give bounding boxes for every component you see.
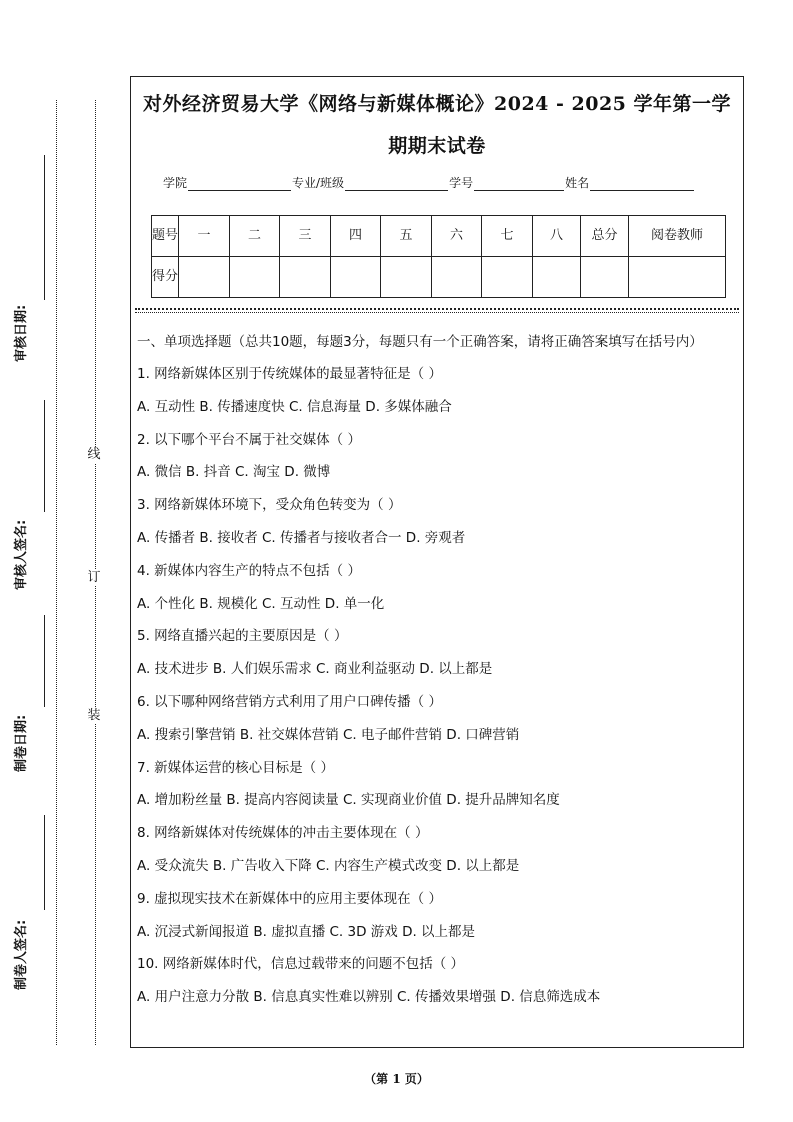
question-text: 10. 网络新媒体时代，信息过载带来的问题不包括（ ）	[137, 956, 465, 973]
major-class-field[interactable]	[345, 178, 448, 191]
score-cell[interactable]	[179, 257, 230, 298]
score-cell[interactable]	[533, 257, 581, 298]
cut-mark-line: 线	[87, 447, 101, 462]
question-text: 2. 以下哪个平台不属于社交媒体（ ）	[137, 431, 361, 448]
score-table	[151, 215, 726, 298]
binding-margin: 审核日期: 审核人签名: 制卷日期: 制卷人签名: 线 订 装	[0, 0, 125, 1122]
score-cell[interactable]	[482, 257, 533, 298]
reviewer-signature-blank	[44, 400, 45, 512]
section-heading: 一、单项选择题（总共10题，每题3分，每题只有一个正确答案，请将正确答案填写在括号内）	[137, 334, 703, 350]
score-header-cell: 六	[432, 216, 482, 257]
reviewer-date-blank	[44, 155, 45, 300]
score-cell[interactable]	[381, 257, 432, 298]
score-header-cell: 五	[381, 216, 432, 257]
page-number: （第 1 页）	[364, 1072, 429, 1086]
divider-line	[135, 312, 739, 313]
score-cell[interactable]	[230, 257, 280, 298]
question-options: A. 增加粉丝量 B. 提高内容阅读量 C. 实现商业价值 D. 提升品牌知名度	[137, 792, 560, 809]
score-cell[interactable]	[629, 257, 726, 298]
exam-title-line2: 期期末试卷	[388, 135, 486, 157]
question-text: 4. 新媒体内容生产的特点不包括（ ）	[137, 562, 361, 579]
score-cell[interactable]	[280, 257, 331, 298]
score-cell[interactable]	[581, 257, 629, 298]
score-cell[interactable]	[331, 257, 381, 298]
question-text: 7. 新媒体运营的核心目标是（ ）	[137, 759, 334, 776]
score-header-cell: 四	[331, 216, 381, 257]
divider-line	[135, 308, 739, 310]
exam-frame	[130, 76, 744, 1048]
question-options: A. 搜索引擎营销 B. 社交媒体营销 C. 电子邮件营销 D. 口碑营销	[137, 726, 520, 743]
score-header-cell: 三	[280, 216, 331, 257]
creator-signature-blank	[44, 815, 45, 910]
question-section	[137, 331, 741, 1014]
question-options: A. 沉浸式新闻报道 B. 虚拟直播 C. 3D 游戏 D. 以上都是	[137, 923, 476, 940]
question-text: 8. 网络新媒体对传统媒体的冲击主要体现在（ ）	[137, 825, 429, 842]
score-row-label: 得分	[152, 257, 179, 298]
score-header-cell: 七	[482, 216, 533, 257]
score-cell[interactable]	[432, 257, 482, 298]
cut-mark-fold: 装	[87, 708, 101, 723]
score-header-cell: 题号	[152, 216, 179, 257]
binding-dotted-line	[56, 100, 57, 1045]
cut-mark-bind: 订	[87, 570, 101, 585]
question-text: 1. 网络新媒体区别于传统媒体的最显著特征是（ ）	[137, 366, 442, 382]
creator-date-blank	[44, 615, 45, 707]
question-options: A. 微信 B. 抖音 C. 淘宝 D. 微博	[137, 464, 331, 481]
name-field[interactable]	[590, 178, 694, 191]
question-options: A. 用户注意力分散 B. 信息真实性难以辨别 C. 传播效果增强 D. 信息筛选成本	[137, 989, 601, 1006]
question-options: A. 技术进步 B. 人们娱乐需求 C. 商业利益驱动 D. 以上都是	[137, 661, 493, 678]
college-field[interactable]	[188, 178, 291, 191]
question-text: 5. 网络直播兴起的主要原因是（ ）	[137, 628, 348, 645]
score-header-cell: 八	[533, 216, 581, 257]
question-options: A. 互动性 B. 传播速度快 C. 信息海量 D. 多媒体融合	[137, 398, 452, 415]
field-label-major: 专业/班级	[292, 176, 345, 190]
score-header-cell: 总分	[581, 216, 629, 257]
score-header-cell: 一	[179, 216, 230, 257]
question-options: A. 受众流失 B. 广告收入下降 C. 内容生产模式改变 D. 以上都是	[137, 857, 520, 874]
question-options: A. 传播者 B. 接收者 C. 传播者与接收者合一 D. 旁观者	[137, 529, 466, 546]
score-table-header-row	[152, 216, 726, 257]
question-options: A. 个性化 B. 规模化 C. 互动性 D. 单一化	[137, 595, 385, 612]
score-header-cell: 阅卷教师	[629, 216, 726, 257]
student-id-field[interactable]	[474, 178, 564, 191]
question-text: 3. 网络新媒体环境下，受众角色转变为（ ）	[137, 497, 402, 514]
question-text: 9. 虚拟现实技术在新媒体中的应用主要体现在（ ）	[137, 890, 442, 907]
student-info-row	[163, 174, 695, 191]
score-header-cell: 二	[230, 216, 280, 257]
exam-title-line1: 对外经济贸易大学《网络与新媒体概论》2024 - 2025 学年第一学	[143, 93, 731, 115]
question-text: 6. 以下哪种网络营销方式利用了用户口碑传播（ ）	[137, 693, 442, 710]
field-label-name: 姓名	[565, 176, 590, 190]
score-table-score-row	[152, 257, 726, 298]
field-label-id: 学号	[449, 176, 474, 190]
field-label-college: 学院	[163, 176, 188, 190]
